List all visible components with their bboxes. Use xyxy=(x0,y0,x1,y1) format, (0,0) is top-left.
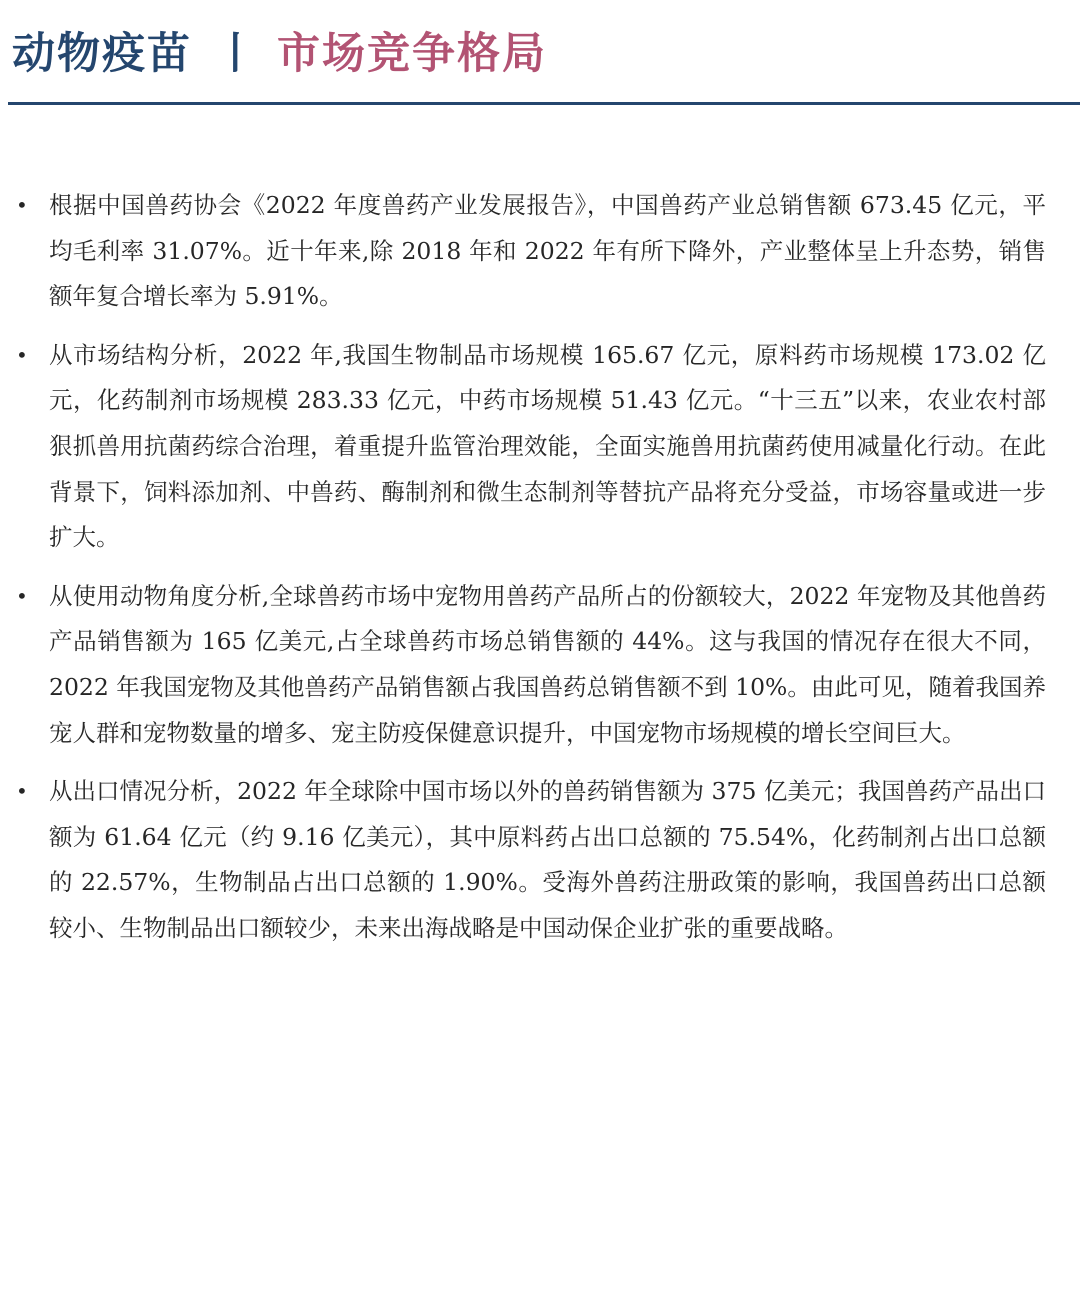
bullet-text: 根据中国兽药协会《2022 年度兽药产业发展报告》，中国兽药产业总销售额 673.45 亿元，平均毛利率 31.07%。近十年来,除 2018 年和 2022 年有所下降外，产业整体呈上升态势，销售额年复合增长率为 5.91%。 xyxy=(49,191,1046,311)
title-separator: 丨 xyxy=(214,29,259,79)
bullet-icon: • xyxy=(16,779,28,804)
header-divider xyxy=(8,102,1080,105)
bullet-text: 从出口情况分析，2022 年全球除中国市场以外的兽药销售额为 375 亿美元；我国兽药产品出口额为 61.64 亿元（约 9.16 亿美元），其中原料药占出口总额的 75.54%，化药制剂占出口总额的 22.57%，生物制品占出口总额的 1.90%。受海外兽药注册政策的影响，我国兽药出口总额较小、生物制品出口额较少，未来出海战略是中国动保企业扩张的重要战略。 xyxy=(49,777,1046,942)
bullet-list xyxy=(16,183,1046,965)
page-header xyxy=(0,0,1080,110)
bullet-icon: • xyxy=(16,193,28,217)
bullet-icon: • xyxy=(16,342,28,367)
bullet-icon: • xyxy=(16,583,28,608)
bullet-text: 从市场结构分析，2022 年,我国生物制品市场规模 165.67 亿元，原料药市场规模 173.02 亿元，化药制剂市场规模 283.33 亿元，中药市场规模 51.43 亿元。“十三五”以来，农业农村部狠抓兽用抗菌药综合治理，着重提升监管治理效能，全面实施兽用抗菌药使用减量化行动。在此背景下，饲料添加剂、中兽药、酶制剂和微生态制剂等替抗产品将充分受益，市场容量或进一步扩大。 xyxy=(49,340,1046,552)
bullet-item-export xyxy=(16,769,1046,951)
bullet-item-market-structure xyxy=(16,333,1046,561)
bullet-item-industry-overview xyxy=(16,183,1046,320)
bullet-item-animal-usage xyxy=(16,574,1046,756)
title-secondary: 市场竞争格局 xyxy=(277,29,547,79)
title-primary: 动物疫苗 xyxy=(12,29,192,79)
page-title xyxy=(12,26,547,82)
bullet-text: 从使用动物角度分析,全球兽药市场中宠物用兽药产品所占的份额较大，2022 年宠物及其他兽药产品销售额为 165 亿美元,占全球兽药市场总销售额的 44%。这与我国的情况存在很大不同，2022 年我国宠物及其他兽药产品销售额占我国兽药总销售额不到 10%。由此可见，随着我国养宠人群和宠物数量的增多、宠主防疫保健意识提升，中国宠物市场规模的增长空间巨大。 xyxy=(49,581,1046,747)
